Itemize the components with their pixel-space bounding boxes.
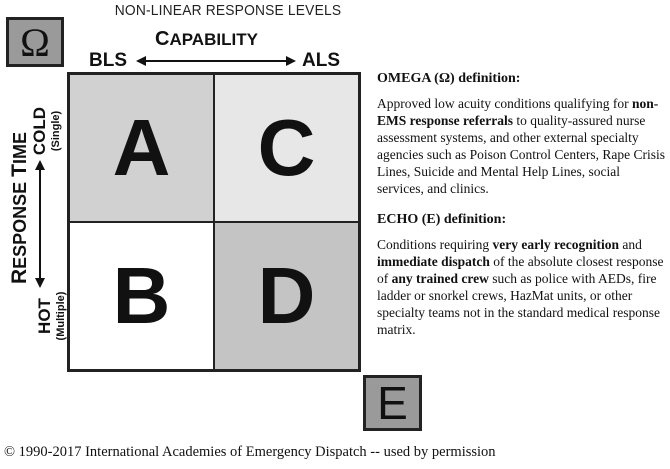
hot-sub: (Multiple) xyxy=(55,291,67,341)
echo-bold-3: any trained crew xyxy=(391,271,489,286)
diagram-title: NON-LINEAR RESPONSE LEVELS xyxy=(114,2,342,19)
als-label: ALS xyxy=(302,50,340,71)
response-time-label xyxy=(8,128,32,288)
echo-box xyxy=(363,375,422,431)
omega-text-2: to quality-assured nurse assessment systems, and other external specialty agencies such as Poison Control Centers, Rape Crisis Lines, Suicide and Mental Help Lines, social services, and clinics. xyxy=(377,113,665,196)
copyright-footer: © 1990-2017 International Academies of Emergency Dispatch -- used by permission xyxy=(4,444,496,460)
response-matrix xyxy=(67,72,361,372)
echo-text-2: and xyxy=(618,237,642,252)
cold-sub: (Single) xyxy=(50,110,62,152)
echo-text-4: such as police with AEDs, fire ladder or snorkel crews, HazMat units, or other specialty teams not in the standard medical response matrix. xyxy=(377,271,661,337)
omega-heading: OMEGA (Ω) definition: xyxy=(377,71,521,86)
response-initial: R xyxy=(8,268,31,285)
echo-text-1: Conditions requiring xyxy=(377,237,493,252)
cold-text: COLD xyxy=(30,106,49,156)
hot-text: HOT xyxy=(35,298,54,334)
omega-definition xyxy=(377,95,665,197)
omega-bold-1: non-EMS response referrals xyxy=(377,96,659,128)
echo-symbol: E xyxy=(377,377,408,429)
response-rest: ESPONSE xyxy=(10,176,30,269)
time-initial: T xyxy=(8,164,31,177)
capability-rest: APABILITY xyxy=(169,30,258,49)
cold-label xyxy=(32,86,64,176)
capability-label xyxy=(155,28,258,51)
echo-text-3: of the absolute closest response of xyxy=(377,254,664,286)
definitions-column xyxy=(377,70,665,352)
hot-label xyxy=(37,266,69,366)
bls-label: BLS xyxy=(89,50,127,71)
echo-definition xyxy=(377,236,665,338)
echo-heading: ECHO (E) definition: xyxy=(377,212,507,227)
echo-bold-2: immediate dispatch xyxy=(377,254,490,269)
capability-initial: C xyxy=(155,28,170,50)
cell-b: B xyxy=(69,222,214,370)
time-rest: IME xyxy=(10,131,30,164)
omega-box xyxy=(6,17,64,67)
capability-arrow xyxy=(136,54,296,68)
cell-c: C xyxy=(214,74,359,222)
omega-symbol: Ω xyxy=(20,19,50,65)
omega-text-1: Approved low acuity conditions qualifying for xyxy=(377,96,632,111)
echo-bold-1: very early recognition xyxy=(492,237,619,252)
cell-d: D xyxy=(214,222,359,370)
cell-a: A xyxy=(69,74,214,222)
